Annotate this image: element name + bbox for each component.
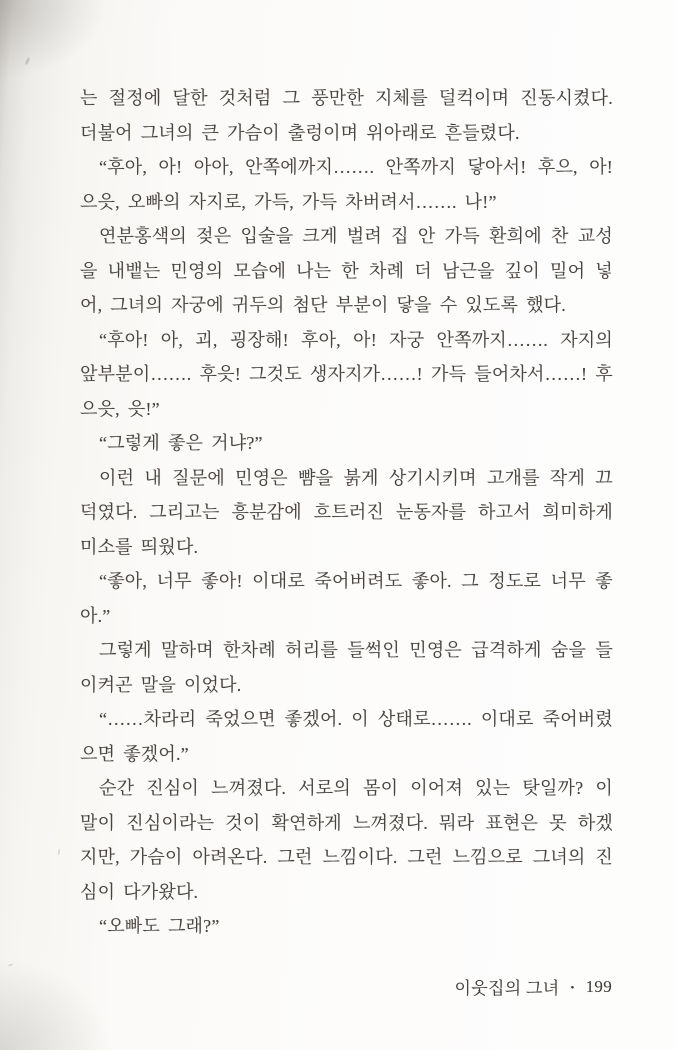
text-word: 느껴졌다. — [352, 812, 428, 833]
text-word: “그렇게 — [99, 433, 160, 454]
text-word: 이 — [351, 709, 369, 730]
text-word: 내 — [144, 467, 162, 488]
text-word: 민영은 — [235, 467, 288, 488]
text-line — [80, 874, 613, 909]
text-word: 진동시켰다. — [520, 88, 613, 109]
text-line — [80, 839, 613, 874]
text-line — [80, 770, 613, 805]
text-word: 가득, — [254, 191, 295, 212]
text-word: 으읏, — [80, 398, 120, 419]
text-word: 자궁에 — [171, 295, 224, 316]
text-word: 나는 — [296, 260, 332, 281]
text-word: 크게 — [302, 226, 338, 247]
text-word: 남근을 — [441, 260, 495, 281]
text-word: 표현은 — [485, 812, 539, 833]
text-word: 후아, — [301, 329, 341, 350]
text-line — [80, 322, 613, 357]
text-word: 그녀의 — [532, 847, 586, 868]
text-word: 서로의 — [298, 778, 351, 799]
text-word: 풍만한 — [311, 88, 364, 109]
text-word: 입술을 — [240, 226, 294, 247]
text-word: 말을 — [140, 674, 176, 695]
text-word: 이 — [595, 778, 613, 799]
text-word: 진 — [595, 847, 613, 868]
text-word: 희미하게 — [542, 502, 613, 523]
text-word: 귀두의 — [231, 295, 285, 316]
text-word: 좋은 — [167, 433, 204, 454]
text-word: 이대로 — [252, 571, 305, 592]
text-word: 하고서 — [478, 502, 531, 523]
text-word: 수 — [439, 295, 458, 316]
text-word: 민영의 — [170, 260, 224, 281]
text-word: 들썩인 — [347, 640, 400, 661]
text-word: 들어차서……! — [474, 364, 588, 385]
text-word: 좋겠어. — [284, 709, 343, 730]
text-word: 아! — [353, 329, 377, 350]
text-word: 후 — [595, 364, 613, 385]
text-word: 내뱉는 — [107, 260, 161, 281]
text-word: 심이 — [80, 881, 116, 902]
text-word: 죽어버려도 — [314, 571, 403, 592]
text-word: 벌려 — [346, 226, 382, 247]
text-word: 으읏, — [80, 191, 120, 212]
text-word: 그것도 — [249, 364, 302, 385]
page-footer — [455, 974, 612, 999]
text-word: 아.” — [80, 605, 111, 626]
text-word: 느낌으로 — [452, 847, 523, 868]
text-line — [80, 425, 613, 460]
text-word: 큰 — [201, 122, 220, 143]
text-word: 덜컥이며 — [438, 88, 510, 109]
text-word: 아아, — [193, 157, 234, 178]
text-word: 좋겠어.” — [123, 743, 189, 764]
text-word: 좋아. — [411, 571, 452, 592]
text-word: “좋아, — [99, 571, 148, 592]
text-line — [80, 184, 613, 219]
scan-artifact — [25, 57, 31, 66]
text-word: 뺨을 — [298, 467, 334, 488]
text-word: 그녀의 — [140, 122, 194, 143]
text-word: 으면 — [80, 743, 116, 764]
text-word: 깊이 — [504, 260, 540, 281]
text-word: 첨단 — [292, 295, 328, 316]
text-word: 모습에 — [233, 260, 287, 281]
text-word: 젖은 — [196, 226, 232, 247]
scan-artifact — [57, 849, 60, 855]
footer-separator-dot: • — [570, 981, 575, 994]
text-word: 이대로 — [480, 709, 534, 730]
text-word: 나!” — [464, 191, 497, 212]
text-line — [80, 805, 613, 840]
text-word: 는 — [80, 88, 98, 109]
text-word: 지만, — [80, 847, 120, 868]
text-line — [80, 149, 613, 184]
text-word: 앞부분이……. — [80, 364, 192, 385]
text-word: 차례 — [369, 260, 405, 281]
text-word: 교성 — [577, 226, 613, 247]
text-word: 탓일까? — [522, 778, 584, 799]
text-word: 상기시키며 — [388, 467, 477, 488]
text-word: 몸이 — [363, 778, 399, 799]
text-word: 허리를 — [285, 640, 338, 661]
text-word: 그 — [282, 88, 301, 109]
text-line — [80, 563, 613, 598]
text-word: 죽었으면 — [205, 709, 276, 730]
text-word: “……차라리 — [99, 709, 197, 730]
text-word: 아! — [589, 157, 613, 178]
text-word: 정도로 — [488, 571, 542, 592]
text-word: 지체를 — [375, 88, 428, 109]
text-word: 생자지가……! — [309, 364, 423, 385]
text-word: 집 — [391, 226, 409, 247]
text-word: 차버려서……. — [345, 191, 457, 212]
text-word: 죽어버렸 — [542, 709, 613, 730]
text-word: 한차례 — [223, 640, 276, 661]
text-word: 밀어 — [550, 260, 586, 281]
page-text — [80, 80, 613, 943]
text-word: 오빠의 — [127, 191, 181, 212]
text-word: 그렇게 — [99, 640, 152, 661]
text-word: 자궁 — [389, 329, 425, 350]
footer-page-number: 199 — [585, 976, 612, 996]
text-word: 굉장해! — [229, 329, 289, 350]
text-word: 환희에 — [489, 226, 542, 247]
text-word: 말이 — [80, 812, 116, 833]
text-word: 있도록 — [465, 295, 519, 316]
text-word: 연분홍색의 — [99, 226, 187, 247]
text-word: “후아, — [99, 157, 148, 178]
text-word: 확연하게 — [271, 812, 342, 833]
text-word: 더 — [414, 260, 432, 281]
text-line — [80, 529, 613, 564]
text-word: 숨을 — [550, 640, 587, 661]
text-word: 달한 — [172, 88, 208, 109]
text-word: 흥분감에 — [231, 502, 302, 523]
scan-artifact — [8, 963, 13, 966]
text-word: 있는 — [475, 778, 511, 799]
text-word: 안 — [417, 226, 436, 247]
text-word: 급격하게 — [471, 640, 542, 661]
text-word: 한 — [341, 260, 359, 281]
text-line — [80, 115, 613, 150]
text-word: 이런 — [99, 467, 135, 488]
text-word: 느낌이다. — [322, 847, 398, 868]
text-word: 뭐라 — [439, 812, 475, 833]
text-word: 절정에 — [108, 88, 162, 109]
text-word: 가슴이 — [227, 122, 280, 143]
text-word: 띄웠다. — [140, 536, 199, 557]
text-word: 끄 — [595, 467, 613, 488]
text-word: 가슴이 — [129, 847, 183, 868]
text-word: 더불어 — [80, 122, 133, 143]
text-word: 그녀의 — [110, 295, 164, 316]
text-word: 닿을 — [396, 295, 432, 316]
text-line — [80, 287, 613, 322]
text-word: 민영은 — [409, 640, 462, 661]
text-line — [80, 701, 613, 736]
text-word: 느껴졌다. — [211, 778, 287, 799]
text-word: 작게 — [549, 467, 586, 488]
text-word: 위아래로 — [366, 122, 437, 143]
text-word: 못 — [549, 812, 567, 833]
text-line — [80, 80, 613, 115]
text-word: 들 — [595, 640, 613, 661]
text-word: 그런 — [277, 847, 313, 868]
text-word: 순간 — [99, 778, 135, 799]
footer-book-title: 이웃집의 그녀 — [454, 979, 560, 998]
text-line — [80, 908, 613, 943]
text-line — [80, 667, 613, 702]
text-word: 안쪽에까지……. — [245, 157, 375, 178]
text-word: 부분이 — [335, 295, 389, 316]
text-word: 너무 — [156, 571, 192, 592]
text-word: 자지의 — [560, 329, 613, 350]
text-word: 흔들렸다. — [444, 122, 520, 143]
text-word: 것처럼 — [218, 88, 272, 109]
text-line — [80, 253, 613, 288]
text-word: 후읏! — [199, 364, 241, 385]
text-word: “오빠도 — [99, 916, 160, 937]
text-word: 이어져 — [410, 778, 464, 799]
text-word: 진심이 — [146, 778, 200, 799]
text-word: 읏!” — [127, 398, 160, 419]
text-word: 아려온다. — [192, 847, 268, 868]
text-word: 거냐?” — [211, 433, 263, 454]
text-word: 미소를 — [80, 536, 133, 557]
text-word: 안쪽까지 — [385, 157, 456, 178]
text-line — [80, 494, 613, 529]
text-word: 상태로……. — [377, 709, 472, 730]
text-word: 붉게 — [343, 467, 379, 488]
text-word: “후아! — [99, 329, 149, 350]
text-word: 어, — [80, 295, 103, 316]
text-word: 찬 — [550, 226, 569, 247]
text-word: 을 — [80, 260, 98, 281]
text-line — [80, 632, 613, 667]
text-word: 덕였다. — [80, 502, 138, 523]
text-word: 자지로, — [188, 191, 247, 212]
text-word: 흐트러진 — [313, 502, 385, 523]
text-word: 괴, — [195, 329, 218, 350]
text-line — [80, 391, 613, 426]
text-word: 이었다. — [183, 674, 242, 695]
text-word: 가득 — [302, 191, 338, 212]
text-word: 출렁이며 — [287, 122, 359, 143]
text-word: 닿아서! — [467, 157, 527, 178]
text-word: 그 — [461, 571, 479, 592]
text-word: 다가왔다. — [123, 881, 199, 902]
text-line — [80, 598, 613, 633]
text-word: 넣 — [595, 260, 613, 281]
text-word: 좋 — [595, 571, 613, 592]
text-word: 것이 — [225, 812, 261, 833]
text-word: 아! — [158, 157, 183, 178]
text-word: 고개를 — [486, 467, 540, 488]
text-word: 그래?” — [167, 916, 220, 937]
text-word: 말하며 — [161, 640, 214, 661]
text-line — [80, 460, 613, 495]
text-word: 가득 — [430, 364, 467, 385]
text-line — [80, 356, 613, 391]
text-word: 진심이라는 — [126, 812, 215, 833]
text-word: 했다. — [526, 295, 566, 316]
text-line — [80, 736, 613, 771]
text-word: 눈동자를 — [395, 502, 467, 523]
text-word: 안쪽까지……. — [436, 329, 548, 350]
text-word: 그런 — [407, 847, 443, 868]
text-word: 가득 — [444, 226, 480, 247]
text-word: 질문에 — [172, 467, 225, 488]
text-word: 아, — [160, 329, 184, 350]
text-word: 후으, — [537, 157, 578, 178]
text-word: 이켜곤 — [80, 674, 133, 695]
text-line — [80, 218, 613, 253]
text-word: 그리고는 — [149, 502, 220, 523]
text-word: 하겠 — [577, 812, 613, 833]
text-word: 너무 — [550, 571, 586, 592]
text-word: 좋아! — [201, 571, 243, 592]
